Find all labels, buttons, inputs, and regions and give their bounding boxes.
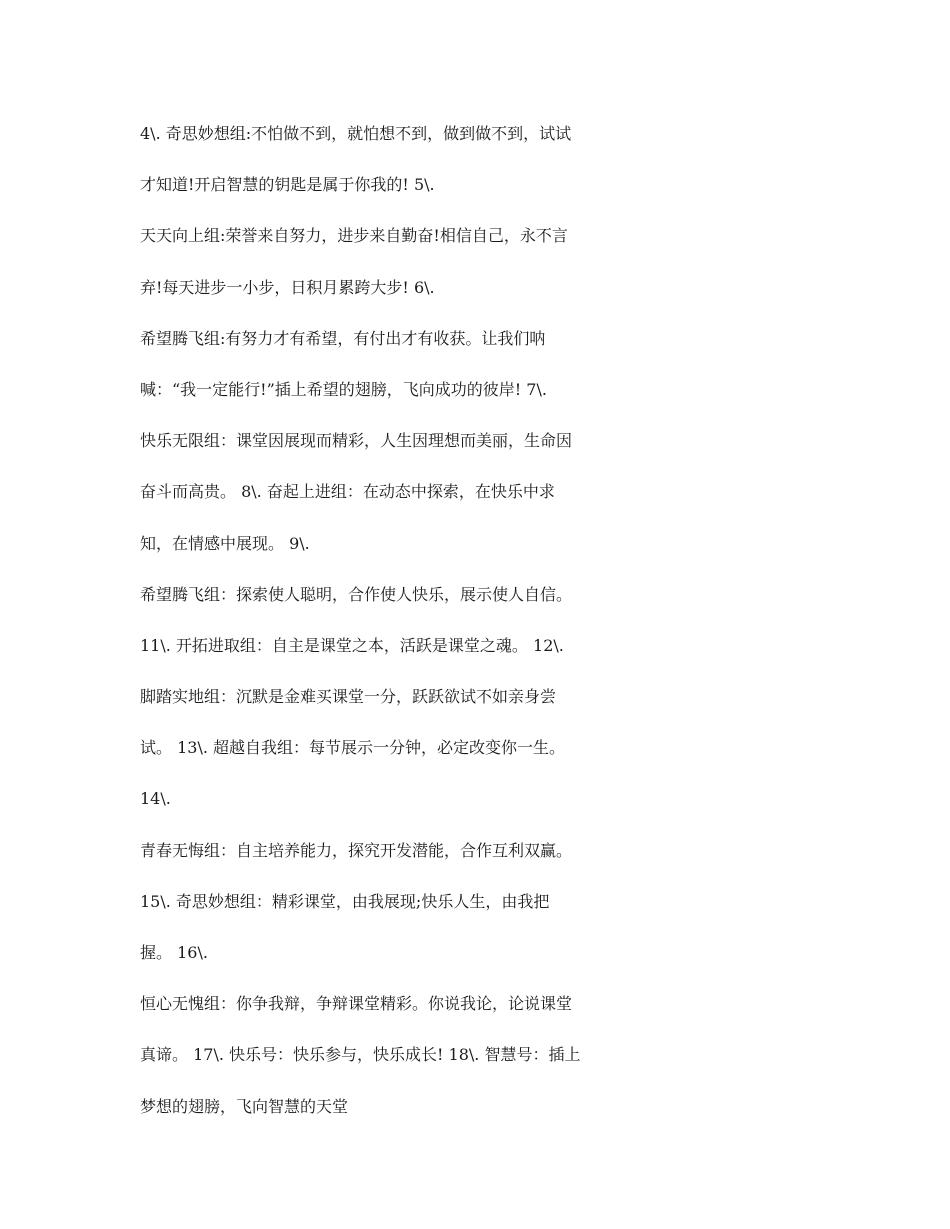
body-text — [140, 108, 830, 1132]
text-line: 11\. 开拓进取组：自主是课堂之本，活跃是课堂之魂。 12\. — [140, 635, 564, 655]
text-line: 14\. — [140, 789, 171, 809]
text-line: 试。 13\. 超越自我组：每节展示一分钟，必定改变你一生。 — [140, 738, 566, 758]
text-line: 握。 16\. — [140, 943, 208, 962]
text-line: 希望腾飞组：探索使人聪明，合作使人快乐，展示使人自信。 — [140, 584, 573, 604]
text-line: 4\. 奇思妙想组:不怕做不到，就怕想不到，做到做不到，试试 — [140, 124, 572, 143]
text-line: 希望腾飞组:有努力才有希望，有付出才有收获。让我们呐 — [140, 328, 546, 348]
text-line: 奋斗而高贵。 8\. 奋起上进组：在动态中探索，在快乐中求 — [140, 482, 555, 502]
text-line: 脚踏实地组：沉默是金难买课堂一分，跃跃欲试不如亲身尝 — [140, 687, 557, 707]
text-line: 才知道!开启智慧的钥匙是属于你我的! 5\. — [140, 175, 435, 195]
text-line: 15\. 奇思妙想组：精彩课堂，由我展现;快乐人生，由我把 — [140, 891, 550, 911]
text-line: 梦想的翅膀，飞向智慧的天堂 — [140, 1096, 349, 1116]
text-line: 快乐无限组：课堂因展现而精彩，人生因理想而美丽，生命因 — [140, 431, 573, 451]
text-line: 真谛。 17\. 快乐号：快乐参与，快乐成长! 18\. 智慧号：插上 — [140, 1045, 581, 1065]
text-line: 恒心无愧组：你争我辩，争辩课堂精彩。你说我论，论说课堂 — [140, 994, 573, 1014]
text-line: 青春无悔组：自主培养能力，探究开发潜能，合作互利双赢。 — [140, 840, 573, 860]
text-line: 弃!每天进步一小步，日积月累跨大步! 6\. — [140, 277, 435, 297]
text-line: 喊：“我一定能行!”插上希望的翅膀，飞向成功的彼岸! 7\. — [140, 379, 547, 399]
text-line: 天天向上组:荣誉来自努力，进步来自勤奋!相信自己，永不言 — [140, 226, 568, 246]
text-line: 知，在情感中展现。 9\. — [140, 533, 310, 553]
